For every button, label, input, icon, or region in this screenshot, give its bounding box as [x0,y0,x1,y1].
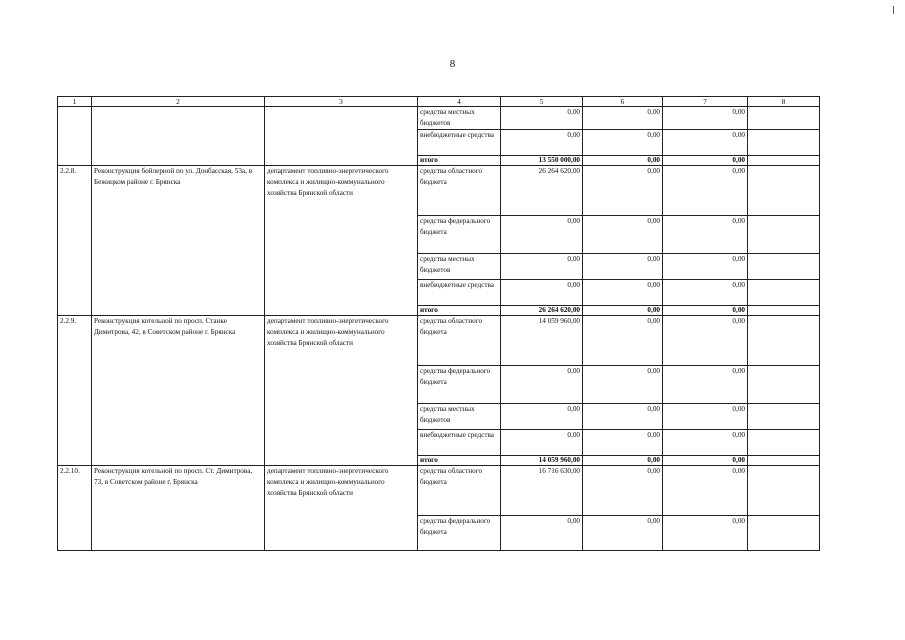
header-cell: 3 [265,97,418,107]
amount-col5: 0,00 [501,130,583,156]
amount-col6: 0,00 [583,280,663,306]
item-name-empty [92,107,265,166]
amount-col7: 0,00 [663,130,748,156]
amount-col5: 0,00 [501,430,583,456]
funding-source: средства местных бюджетов [418,107,501,130]
funding-source: средства федерального бюджета [418,366,501,404]
amount-col6: 0,00 [583,107,663,130]
funding-source: итого [418,456,501,466]
amount-col6: 0,00 [583,466,663,516]
amount-col7: 0,00 [663,316,748,366]
amount-col7: 0,00 [663,306,748,316]
amount-col6: 0,00 [583,254,663,280]
amount-col7: 0,00 [663,516,748,551]
funding-source: средства областного бюджета [418,316,501,366]
amount-col5: 13 550 000,00 [501,156,583,166]
amount-col7: 0,00 [663,404,748,430]
amount-col6: 0,00 [583,156,663,166]
funding-row [58,107,820,130]
amount-col5: 16 716 630,00 [501,466,583,516]
funding-source: средства местных бюджетов [418,404,501,430]
executor-name: департамент топливно-энергетического комплекса и жилищно-коммунального хозяйства Брянской области [265,316,418,466]
funding-source: средства федерального бюджета [418,216,501,254]
amount-col6: 0,00 [583,456,663,466]
amount-col7: 0,00 [663,280,748,306]
col8-cell [748,430,820,456]
item-code: 2.2.9. [58,316,92,466]
col8-cell [748,254,820,280]
amount-col6: 0,00 [583,516,663,551]
item-name: Реконструкция котельной по просп. Ст. Димитрова, 73, в Советском районе г. Брянска [92,466,265,551]
amount-col5: 0,00 [501,516,583,551]
amount-col6: 0,00 [583,316,663,366]
page-number: 8 [449,58,456,70]
header-row [58,97,820,107]
amount-col7: 0,00 [663,107,748,130]
funding-row [58,466,820,516]
funding-row [58,166,820,216]
col8-cell [748,166,820,216]
col8-cell [748,404,820,430]
col8-cell [748,107,820,130]
col8-cell [748,466,820,516]
amount-col5: 0,00 [501,366,583,404]
amount-col7: 0,00 [663,254,748,280]
amount-col5: 14 059 960,00 [501,316,583,366]
amount-col7: 0,00 [663,430,748,456]
amount-col6: 0,00 [583,306,663,316]
amount-col5: 14 059 960,00 [501,456,583,466]
funding-row [58,316,820,366]
funding-source: средства областного бюджета [418,466,501,516]
amount-col7: 0,00 [663,166,748,216]
amount-col5: 26 264 620,00 [501,166,583,216]
executor-name: департамент топливно-энергетического комплекса и жилищно-коммунального хозяйства Брянской области [265,166,418,316]
item-name: Реконструкция котельной по просп. Станке Димитрова, 42, в Советском районе г. Брянска [92,316,265,466]
funding-source: итого [418,306,501,316]
funding-source: итого [418,156,501,166]
budget-table [57,96,820,551]
funding-source: внебюджетные средства [418,280,501,306]
amount-col7: 0,00 [663,456,748,466]
header-cell: 6 [583,97,663,107]
amount-col5: 0,00 [501,280,583,306]
header-cell: 4 [418,97,501,107]
amount-col6: 0,00 [583,166,663,216]
executor-name: департамент топливно-энергетического комплекса и жилищно-коммунального хозяйства Брянской области [265,466,418,551]
item-code: 2.2.8. [58,166,92,316]
col8-cell [748,216,820,254]
amount-col6: 0,00 [583,404,663,430]
item-name: Реконструкция бойлерной по ул. Донбасская, 53а, в Бежицком районе г. Брянска [92,166,265,316]
header-cell: 7 [663,97,748,107]
amount-col7: 0,00 [663,366,748,404]
amount-col6: 0,00 [583,430,663,456]
amount-col6: 0,00 [583,130,663,156]
amount-col5: 26 264 620,00 [501,306,583,316]
amount-col7: 0,00 [663,216,748,254]
col8-cell [748,280,820,306]
header-cell: 1 [58,97,92,107]
header-cell: 2 [92,97,265,107]
col8-cell [748,130,820,156]
header-cell: 5 [501,97,583,107]
amount-col7: 0,00 [663,156,748,166]
amount-col7: 0,00 [663,466,748,516]
col8-cell [748,306,820,316]
amount-col6: 0,00 [583,366,663,404]
funding-source: средства местных бюджетов [418,254,501,280]
funding-source: внебюджетные средства [418,130,501,156]
funding-source: внебюджетные средства [418,430,501,456]
col8-cell [748,366,820,404]
item-code: 2.2.10. [58,466,92,551]
amount-col6: 0,00 [583,216,663,254]
amount-col5: 0,00 [501,404,583,430]
amount-col5: 0,00 [501,216,583,254]
amount-col5: 0,00 [501,107,583,130]
funding-source: средства федерального бюджета [418,516,501,551]
scan-margin-mark [893,6,894,14]
amount-col5: 0,00 [501,254,583,280]
col8-cell [748,156,820,166]
item-code-empty [58,107,92,166]
executor-empty [265,107,418,166]
funding-source: средства областного бюджета [418,166,501,216]
header-cell: 8 [748,97,820,107]
col8-cell [748,316,820,366]
col8-cell [748,456,820,466]
col8-cell [748,516,820,551]
